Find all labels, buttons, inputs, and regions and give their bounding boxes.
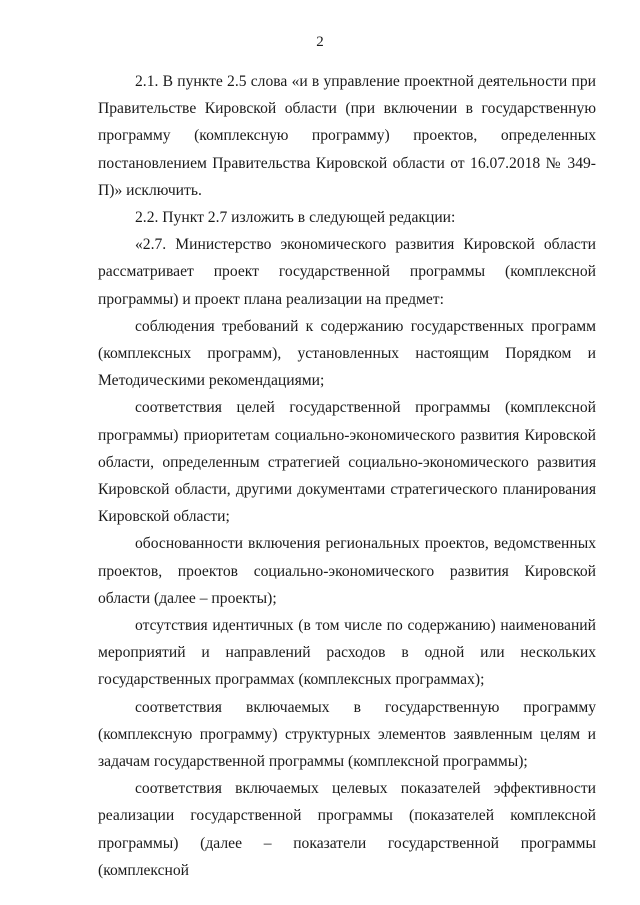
paragraph-2-7-intro: «2.7. Министерство экономического развития Кировской области рассматривает проект государственной программы (комплексной программы) и проект плана реализации на предмет:	[98, 236, 596, 308]
document-body	[98, 68, 596, 884]
paragraph-structural-elements: соответствия включаемых в государственную программу (комплексную программу) структурных элементов заявленным целям и задачам государственной программы (комплексной программы);	[98, 698, 596, 771]
paragraph-requirements: соблюдения требований к содержанию государственных программ (комплексных программ), установленных настоящим Порядком и Методическими рекомендациями;	[98, 317, 596, 390]
paragraph-target-indicators: соответствия включаемых целевых показателей эффективности реализации государственной программы (показателей комплексной программы) (далее – показатели государственной программы (комплексной	[98, 780, 596, 879]
paragraph-2-2: 2.2. Пункт 2.7 изложить в следующей редакции:	[135, 209, 456, 227]
paragraph-goals: соответствия целей государственной программы (комплексной программы) приоритетам социально-экономического развития Кировской области, определенным стратегией социально-экономического развития Кировской области, другими документами стратегического планирования Кировской области;	[98, 399, 596, 526]
paragraph-projects: обоснованности включения региональных проектов, ведомственных проектов, проектов социально-экономического развития Кировской области (далее – проекты);	[98, 535, 596, 607]
paragraph-identical-items: отсутствия идентичных (в том числе по содержанию) наименований мероприятий и направлений расходов в одной или нескольких государственных программах (комплексных программах);	[98, 617, 596, 689]
paragraph-2-1: 2.1. В пункте 2.5 слова «и в управление проектной деятельности при Правительстве Кировской области (при включении в государственную программу (комплексную программу) проектов, определенных постановлением Правительства Кировской области от 16.07.2018 № 349-П)» исключить.	[98, 73, 596, 199]
page-number: 2	[316, 34, 324, 50]
